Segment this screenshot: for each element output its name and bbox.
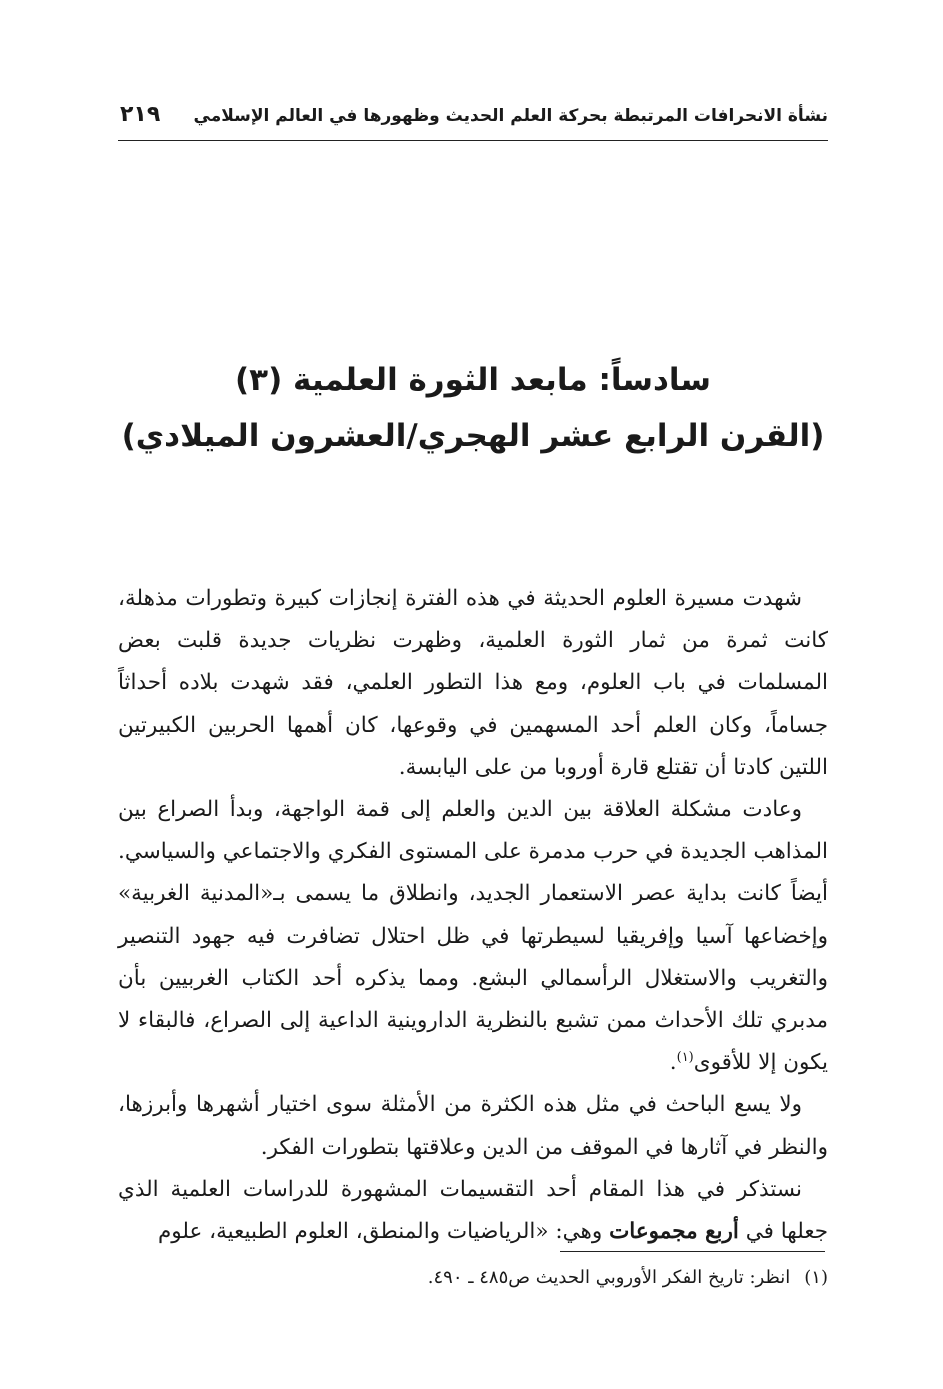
footnote-separator xyxy=(560,1251,825,1252)
footnote-reference[interactable]: (١) xyxy=(676,1050,694,1066)
paragraph-4-start: نستذكر في هذا المقام أحد التقسيمات المشهورة للدراسات العلمية الذي جعلها في xyxy=(118,1176,828,1245)
paragraph-2-end: . xyxy=(669,1050,677,1076)
paragraph-2-text: وعادت مشكلة العلاقة بين الدين والعلم إلى قمة الواجهة، وبدأ الصراع بين المذاهب الجديدة في حرب مدمرة على المستوى الفكري والاجتماعي والسياسي. أيضاً كانت بداية عصر الاستعمار الجديد، وانطلاق ما يسمى بـ«المدنية الغربية» وإخضاعها آسيا وإفريقيا لسيطرتها في ظل احتلال تضافرت فيه جهود التنصير والتغريب والاستغلال الرأسمالي البشع. ومما يذكره أحد الكتاب الغربيين بأن مدبري تلك الأحداث ممن تشبع بالنظرية الداروينية الداعية إلى الصراع، فالبقاء لا يكون إلا للأقوى xyxy=(118,797,828,1076)
body-text xyxy=(118,578,828,1253)
page-number: ٢١٩ xyxy=(120,102,161,127)
paragraph-4-end: وهي: «الرياضيات والمنطق، العلوم الطبيعية، علوم xyxy=(157,1219,610,1245)
footnote-number: (١) xyxy=(804,1267,828,1288)
chapter-subtitle: (القرن الرابع عشر الهجري/العشرون الميلادي) xyxy=(121,418,825,454)
chapter-title: سادساً: مابعد الثورة العلمية (٣) xyxy=(234,362,712,398)
paragraph-2 xyxy=(118,789,828,1084)
running-header xyxy=(118,100,828,141)
footnote xyxy=(118,1264,828,1292)
paragraph-1: شهدت مسيرة العلوم الحديثة في هذه الفترة إنجازات كبيرة وتطورات مذهلة، كانت ثمرة من ثمار الثورة العلمية، وظهرت نظريات جديدة قلبت بعض المسلمات في باب العلوم، ومع هذا التطور العلمي، فقد شهدت بلاده أحداثاً جساماً، وكان العلم أحد المسهمين في وقوعها، كان أهمها الحربين الكبيرتين اللتين كادتا أن تقتلع قارة أوروبا من على اليابسة. xyxy=(118,586,828,780)
paragraph-4-bold: أربع مجموعات xyxy=(609,1219,739,1245)
footnote-text: انظر: تاريخ الفكر الأوروبي الحديث ص٤٨٥ ـ ٤٩٠. xyxy=(427,1267,791,1288)
running-header-title: نشأة الانحرافات المرتبطة بحركة العلم الحديث وظهورها في العالم الإسلامي xyxy=(193,106,828,126)
paragraph-3: ولا يسع الباحث في مثل هذه الكثرة من الأمثلة سوى اختيار أشهرها وأبرزها، والنظر في آثارها في الموقف من الدين وعلاقتها بتطورات الفكر. xyxy=(118,1092,828,1160)
paragraph-4 xyxy=(118,1169,828,1253)
